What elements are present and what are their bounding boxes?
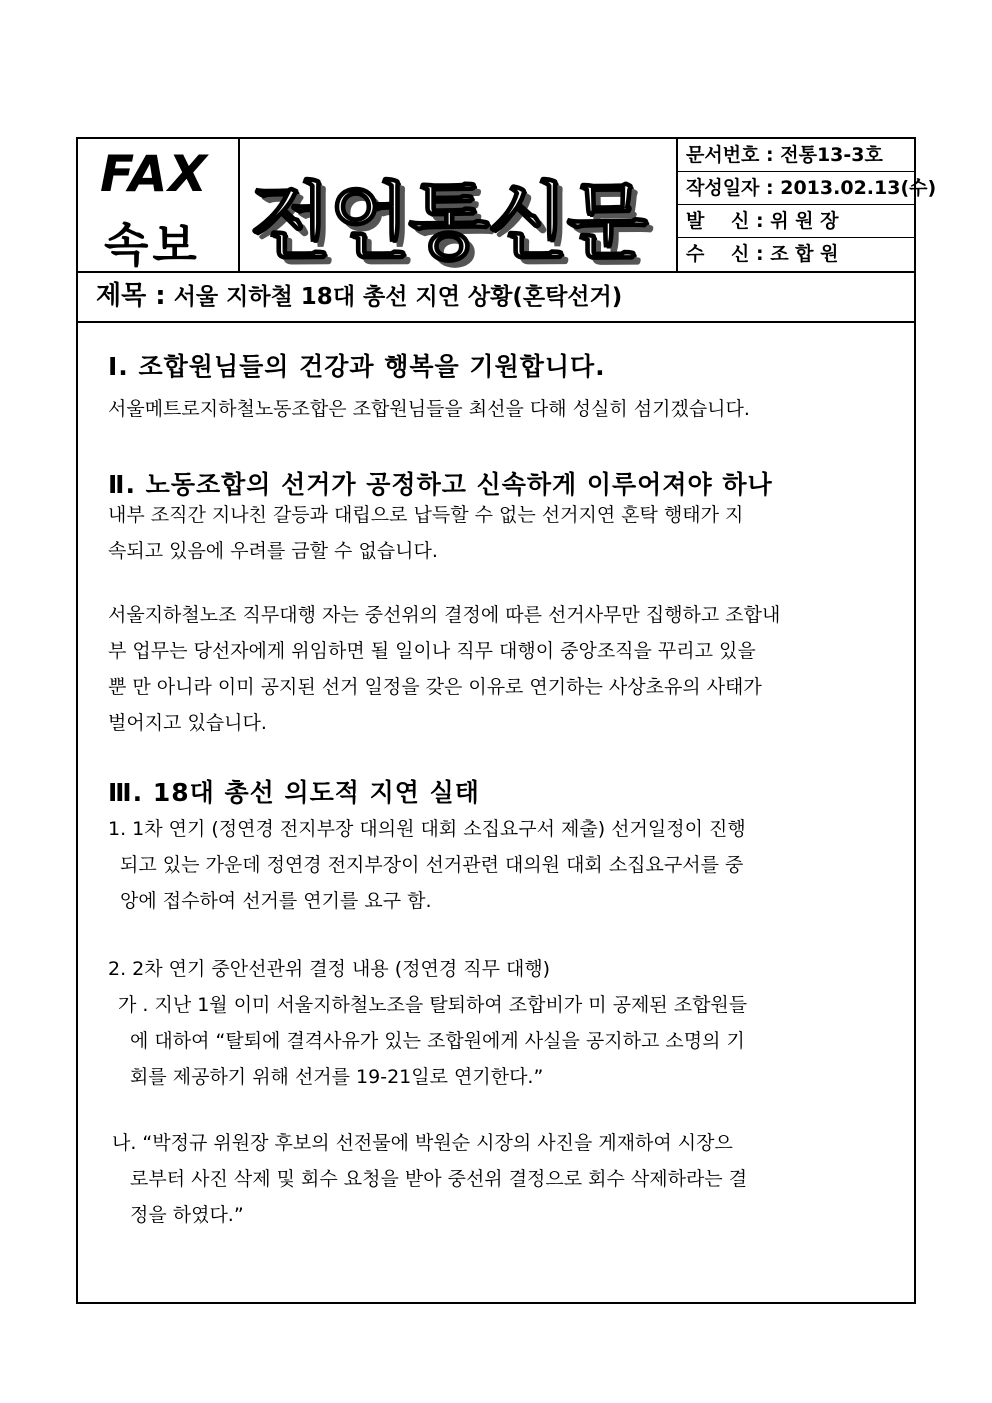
text-line: 뿐 만 아니라 이미 공지된 선거 일정을 갖은 이유로 연기하는 사상초유의 사태가 [108, 676, 762, 698]
section3-item1 [108, 811, 746, 919]
doc-number: 문서번호 : 전통13-3호 [686, 144, 883, 166]
subject-label: 제목 : [96, 281, 166, 311]
sokbo-label: 속보 [104, 218, 201, 272]
document-frame [76, 137, 937, 1304]
section2-heading: Ⅱ. 노동조합의 선거가 공정하고 신속하게 이루어져야 하나 [108, 470, 773, 499]
text-line: 서울지하철노조 직무대행 자는 중선위의 결정에 따른 선거사무만 집행하고 조합내 [108, 604, 781, 626]
section3-item2-title: 2. 2차 연기 중안선관위 결정 내용 (정연경 직무 대행) [108, 958, 551, 980]
text-line: 1. 1차 연기 (정연경 전지부장 대의원 대회 소집요구서 제출) 선거일정이 진행 [108, 818, 746, 840]
text-line: 내부 조직간 지나친 갈등과 대립으로 납득할 수 없는 선거지연 혼탁 행태가 지 [108, 504, 744, 526]
text-line: 에 대하여 “탈퇴에 결격사유가 있는 조합원에게 사실을 공지하고 소명의 기 [130, 1030, 745, 1052]
fax-box [78, 139, 240, 271]
text-line: 가 . 지난 1월 이미 서울지하철노조을 탈퇴하여 조합비가 미 공제된 조합원들 [118, 994, 748, 1016]
fax-label: FAX [100, 145, 208, 203]
document-header [78, 139, 937, 273]
meta-box [676, 139, 937, 271]
section2-paragraph1 [108, 497, 743, 569]
receiver-key: 수 신 [686, 243, 760, 265]
doc-date: 작성일자 : 2013.02.13(수) [686, 177, 937, 199]
section3-item2-ga [118, 987, 747, 1095]
section2-paragraph2 [108, 597, 780, 741]
subject-line [78, 271, 914, 323]
sender-value: : 위 원 장 [756, 210, 839, 232]
text-line: 부 업무는 당선자에게 위임하면 될 일이나 직무 대행이 중앙조직을 꾸리고 있을 [108, 640, 756, 662]
text-line: 정을 하였다.” [130, 1204, 244, 1226]
newspaper-title: 전언통신문 [250, 173, 646, 271]
sender-row [678, 205, 914, 238]
text-line: 회를 제공하기 위해 선거를 19-21일로 연기한다.” [130, 1066, 544, 1088]
receiver-value: : 조 합 원 [756, 243, 839, 265]
subject-text: 서울 지하철 18대 총선 지연 상황(혼탁선거) [173, 284, 623, 310]
section3-heading: Ⅲ. 18대 총선 의도적 지연 실태 [108, 778, 480, 807]
section3-item2-na [112, 1125, 747, 1233]
text-line: 속되고 있음에 우려를 금할 수 없습니다. [108, 540, 438, 562]
section1-body: 서울메트로지하철노동조합은 조합원님들을 최선을 다해 성실히 섬기겠습니다. [108, 398, 750, 420]
text-line: 로부터 사진 삭제 및 회수 요청을 받아 중선위 결정으로 회수 삭제하라는 결 [130, 1168, 748, 1190]
text-line: 되고 있는 가운데 정연경 전지부장이 선거관련 대의원 대회 소집요구서를 중 [120, 854, 744, 876]
text-line: 나. “박정규 위원장 후보의 선전물에 박원순 시장의 사진을 게재하여 시장으 [112, 1132, 733, 1154]
doc-number-row [678, 139, 914, 172]
sender-key: 발 신 [686, 210, 760, 232]
text-line: 벌어지고 있습니다. [108, 712, 267, 734]
date-row [678, 172, 937, 205]
text-line: 앙에 접수하여 선거를 연기를 요구 함. [120, 890, 432, 912]
receiver-row [678, 238, 914, 271]
section1-heading: Ⅰ. 조합원님들의 건강과 행복을 기원합니다. [108, 352, 606, 381]
